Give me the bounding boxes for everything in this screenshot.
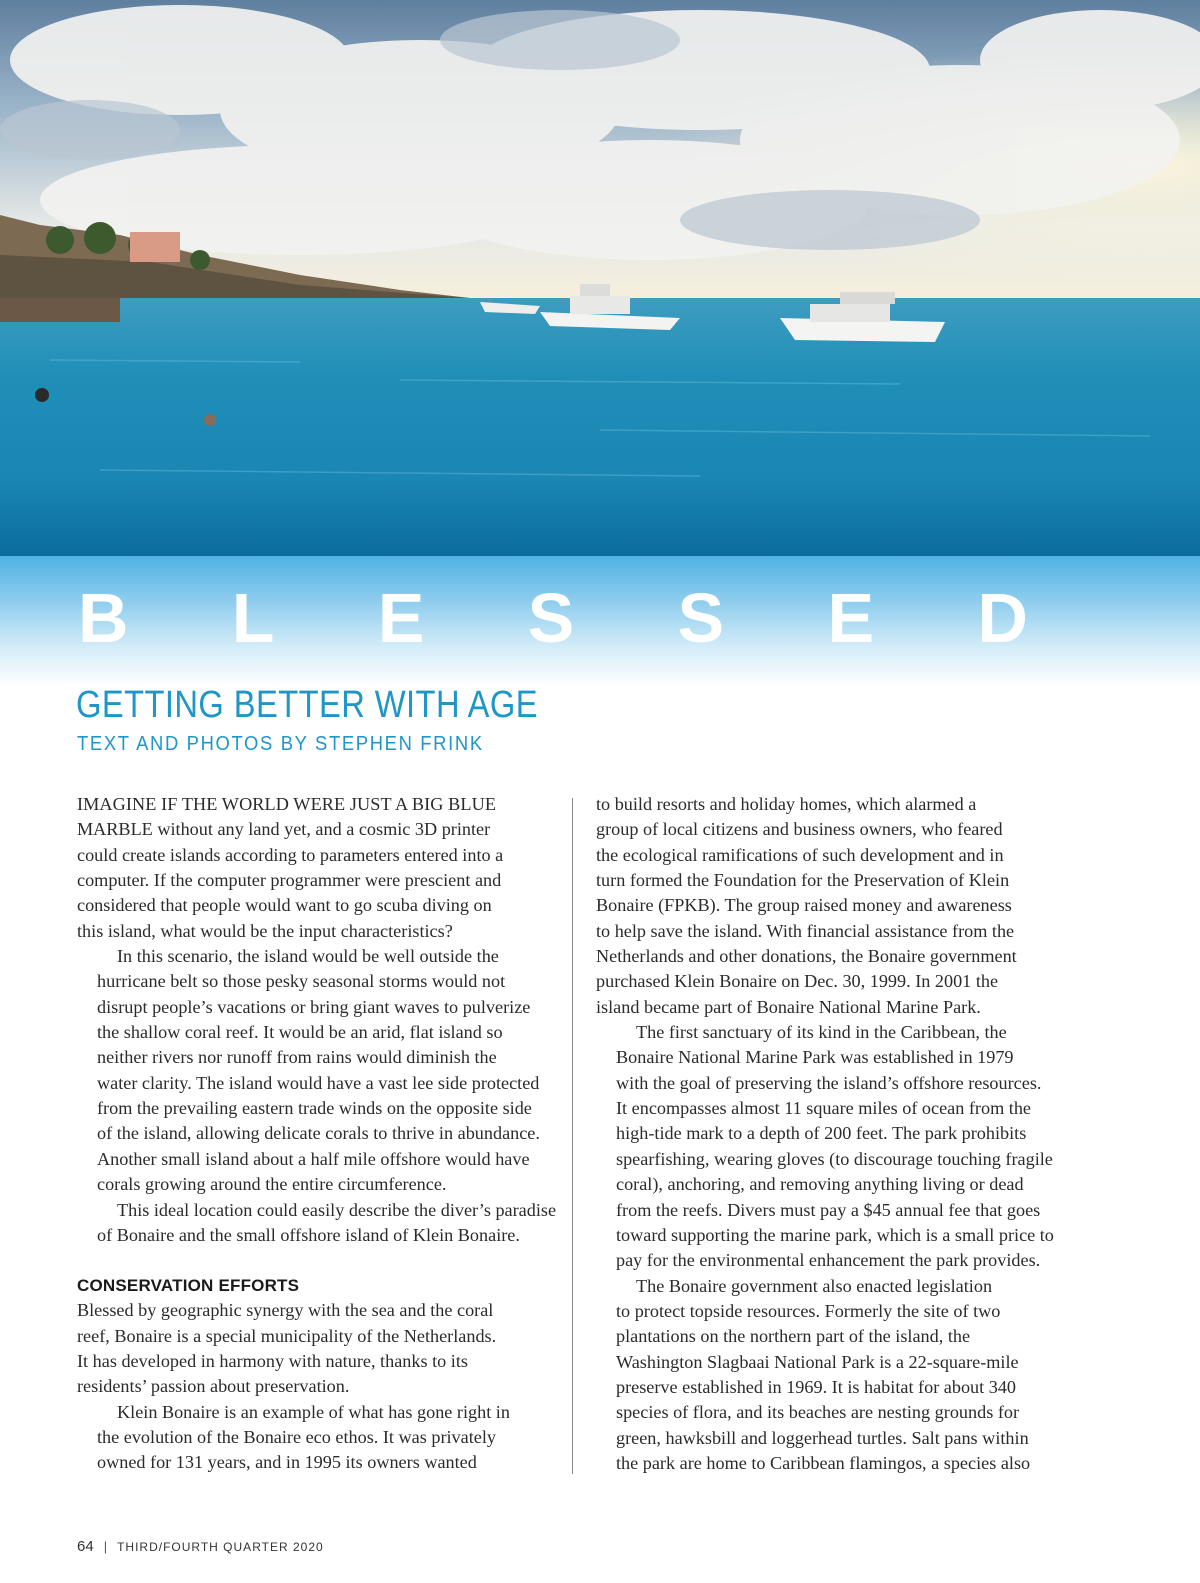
text-line: Another small island about a half mile offshore would have	[97, 1148, 530, 1169]
text-line: spearfishing, wearing gloves (to discourage touching fragile	[616, 1148, 1053, 1169]
text-line: purchased Klein Bonaire on Dec. 30, 1999. In 2001 the	[596, 971, 999, 992]
text-line: pay for the environmental enhancement the park provides.	[616, 1250, 1041, 1271]
column-divider	[572, 798, 573, 1474]
text-line: Bonaire (FPKB). The group raised money and awareness	[596, 895, 1012, 916]
paragraph	[77, 944, 567, 1197]
text-line: species of flora, and its beaches are nesting grounds for	[616, 1402, 1020, 1423]
text-line: green, hawksbill and loggerhead turtles. Salt pans within	[616, 1427, 1029, 1448]
text-line: Netherlands and other donations, the Bonaire government	[596, 946, 1017, 967]
title-letter: B	[78, 579, 129, 657]
title-letter: E	[377, 579, 425, 657]
hero-photo	[0, 0, 1200, 556]
text-line: to build resorts and holiday homes, which alarmed a	[596, 794, 977, 814]
paragraph	[596, 1020, 1076, 1273]
paragraph	[77, 1298, 567, 1399]
text-line: The Bonaire government also enacted legislation	[636, 1275, 993, 1296]
paragraph	[596, 1274, 1076, 1477]
title-letter: S	[677, 579, 725, 657]
text-line: of Bonaire and the small offshore island of Klein Bonaire.	[97, 1224, 520, 1245]
section-heading: CONSERVATION EFFORTS	[77, 1276, 300, 1296]
footer-separator: |	[103, 1539, 108, 1554]
text-line: water clarity. The island would have a vast lee side protected	[97, 1072, 540, 1093]
text-line: plantations on the northern part of the island, the	[616, 1326, 971, 1347]
text-line: considered that people would want to go scuba diving on	[77, 895, 492, 916]
text-line: the ecological ramifications of such development and in	[596, 844, 1004, 865]
text-line: Blessed by geographic synergy with the sea and the coral	[77, 1300, 494, 1321]
text-line: island became part of Bonaire National Marine Park.	[596, 996, 981, 1017]
text-line: disrupt people’s vacations or bring giant waves to pulverize	[97, 996, 531, 1017]
text-line: In this scenario, the island would be well outside the	[117, 946, 499, 967]
text-line: the evolution of the Bonaire eco ethos. It was privately	[97, 1426, 496, 1447]
title-letter: E	[827, 579, 875, 657]
text-line: corals growing around the entire circumference.	[97, 1174, 447, 1195]
paragraph	[596, 792, 1076, 1020]
text-line: to help save the island. With financial assistance from the	[596, 920, 1015, 941]
paragraph	[77, 1400, 567, 1476]
text-line: the shallow coral reef. It would be an arid, flat island so	[97, 1022, 503, 1043]
text-line: from the reefs. Divers must pay a $45 annual fee that goes	[616, 1199, 1041, 1220]
text-line: This ideal location could easily describe the diver’s paradise	[117, 1199, 557, 1220]
article-headline: GETTING BETTER WITH AGE	[76, 684, 538, 726]
paragraph	[77, 792, 567, 944]
text-line: It encompasses almost 11 square miles of ocean from the	[616, 1098, 1031, 1119]
text-line: high-tide mark to a depth of 200 feet. The park prohibits	[616, 1123, 1027, 1144]
text-line: Klein Bonaire is an example of what has gone right in	[117, 1401, 510, 1422]
page-number: 64	[77, 1538, 94, 1555]
text-line: Bonaire National Marine Park was established in 1979	[616, 1047, 1014, 1068]
text-line: computer. If the computer programmer were prescient and	[77, 870, 502, 891]
text-line: could create islands according to parameters entered into a	[77, 844, 504, 865]
text-line: neither rivers nor runoff from rains would diminish the	[97, 1047, 497, 1068]
issue-label: THIRD/FOURTH QUARTER 2020	[117, 1539, 324, 1554]
text-line: the park are home to Caribbean flamingos, a species also	[616, 1452, 1031, 1473]
text-line: owned for 131 years, and in 1995 its owners wanted	[97, 1452, 477, 1473]
text-line: from the prevailing eastern trade winds on the opposite side	[97, 1098, 532, 1119]
text-line: preserve established in 1969. It is habitat for about 340	[616, 1376, 1017, 1397]
blessed-title	[78, 578, 1028, 658]
left-column	[77, 792, 567, 1476]
text-line: hurricane belt so those pesky seasonal storms would not	[97, 971, 506, 992]
title-letter: S	[527, 579, 575, 657]
text-line: Washington Slagbaai National Park is a 22-square-mile	[616, 1351, 1019, 1372]
text-line: to protect topside resources. Formerly the site of two	[616, 1300, 1001, 1321]
text-line: turn formed the Foundation for the Preservation of Klein	[596, 870, 1010, 891]
article-byline: TEXT AND PHOTOS BY STEPHEN FRINK	[77, 733, 484, 755]
harbor-photo-icon	[0, 0, 1200, 556]
text-line: residents’ passion about preservation.	[77, 1376, 350, 1397]
paragraph	[77, 1198, 567, 1249]
text-line: coral), anchoring, and removing anything living or dead	[616, 1174, 1024, 1195]
text-line: toward supporting the marine park, which is a small price to	[616, 1224, 1054, 1245]
page-footer	[77, 1538, 324, 1555]
title-letter: L	[231, 579, 275, 657]
text-line: of the island, allowing delicate corals to thrive in abundance.	[97, 1123, 540, 1144]
text-line: IMAGINE IF THE WORLD WERE JUST A BIG BLUE	[77, 794, 497, 814]
text-line: this island, what would be the input characteristics?	[77, 920, 453, 941]
text-line: It has developed in harmony with nature, thanks to its	[77, 1350, 468, 1371]
text-line: reef, Bonaire is a special municipality of the Netherlands.	[77, 1325, 497, 1346]
text-line: with the goal of preserving the island’s offshore resources.	[616, 1072, 1042, 1093]
text-line: MARBLE without any land yet, and a cosmic 3D printer	[77, 819, 491, 840]
title-letter: D	[977, 579, 1028, 657]
right-column	[596, 792, 1076, 1476]
text-line: group of local citizens and business owners, who feared	[596, 819, 1003, 840]
text-line: The first sanctuary of its kind in the Caribbean, the	[636, 1022, 1007, 1043]
